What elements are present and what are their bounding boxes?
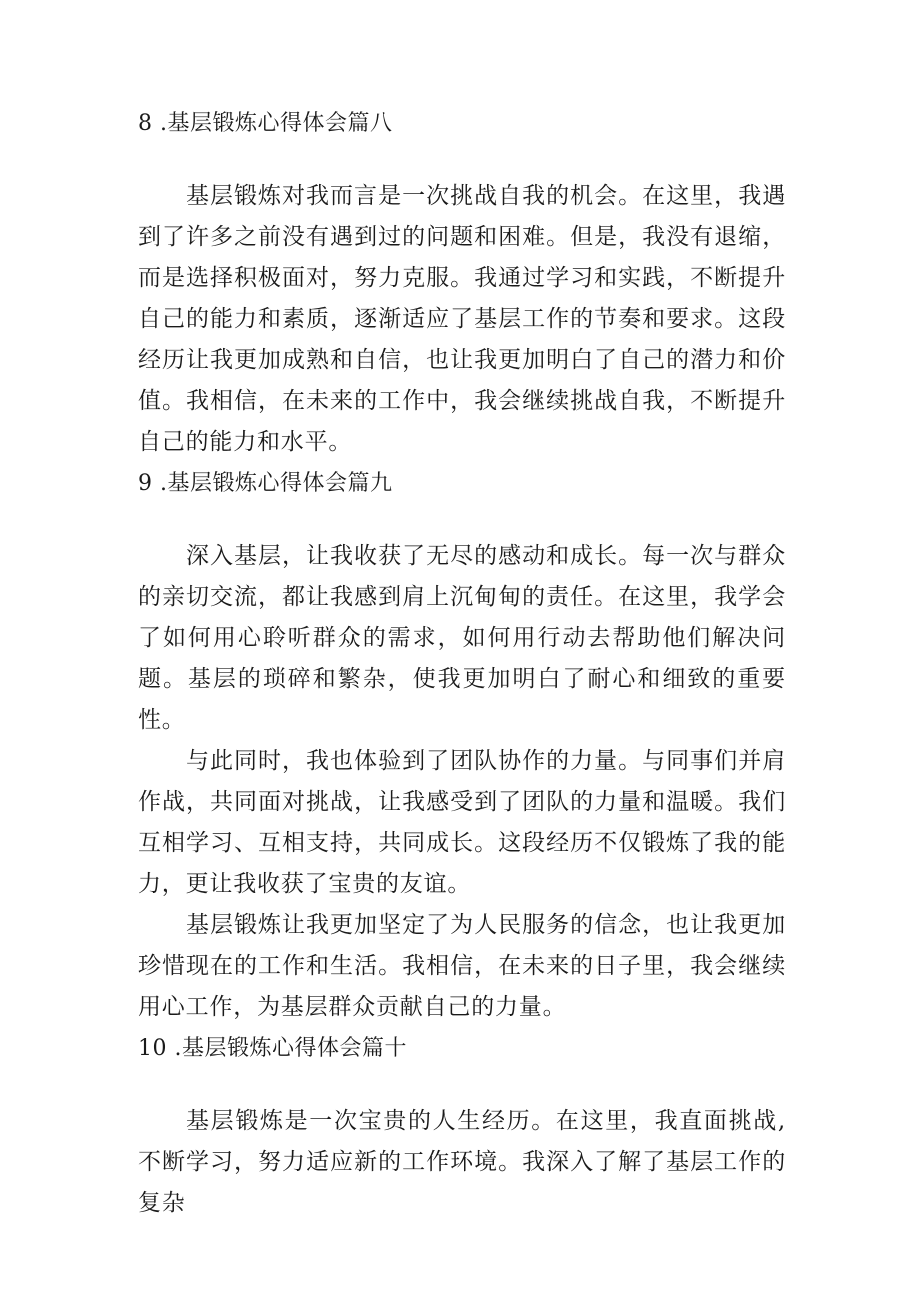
spacer bbox=[138, 1069, 786, 1101]
section-9-paragraph-2: 与此同时，我也体验到了团队协作的力量。与同事们并肩作战，共同面对挑战，让我感受到了团队的力量和温暖。我们互相学习、互相支持，共同成长。这段经历不仅锻炼了我的能力，更让我收获了宝贵的友谊。 bbox=[138, 748, 786, 897]
section-10-paragraph-1: 基层锻炼是一次宝贵的人生经历。在这里，我直面挑战,不断学习，努力适应新的工作环境。我深入了解了基层工作的复杂 bbox=[138, 1108, 786, 1216]
section-8-paragraph-1: 基层锻炼对我而言是一次挑战自我的机会。在这里，我遇到了许多之前没有遇到过的问题和困难。但是，我没有退缩，而是选择积极面对，努力克服。我通过学习和实践，不断提升自己的能力和素质，逐渐适应了基层工作的节奏和要求。这段经历让我更加成熟和自信，也让我更加明白了自己的潜力和价值。我相信，在未来的工作中，我会继续挑战自我，不断提升自己的能力和水平。 bbox=[138, 183, 786, 455]
spacer bbox=[138, 504, 786, 536]
document-page bbox=[138, 103, 786, 1224]
spacer bbox=[138, 144, 786, 176]
section-heading-9: 9 .基层锻炼心得体会篇九 bbox=[138, 471, 393, 496]
section-heading-8: 8 .基层锻炼心得体会篇八 bbox=[138, 111, 393, 136]
section-9-paragraph-3: 基层锻炼让我更加坚定了为人民服务的信念，也让我更加珍惜现在的工作和生活。我相信，在未来的日子里，我会继续用心工作，为基层群众贡献自己的力量。 bbox=[138, 912, 786, 1020]
section-heading-10: 10 .基层锻炼心得体会篇十 bbox=[138, 1036, 407, 1061]
section-9-paragraph-1: 深入基层，让我收获了无尽的感动和成长。每一次与群众的亲切交流，都让我感到肩上沉甸甸的责任。在这里，我学会了如何用心聆听群众的需求，如何用行动去帮助他们解决问题。基层的琐碎和繁杂，使我更加明白了耐心和细致的重要性。 bbox=[138, 543, 786, 733]
